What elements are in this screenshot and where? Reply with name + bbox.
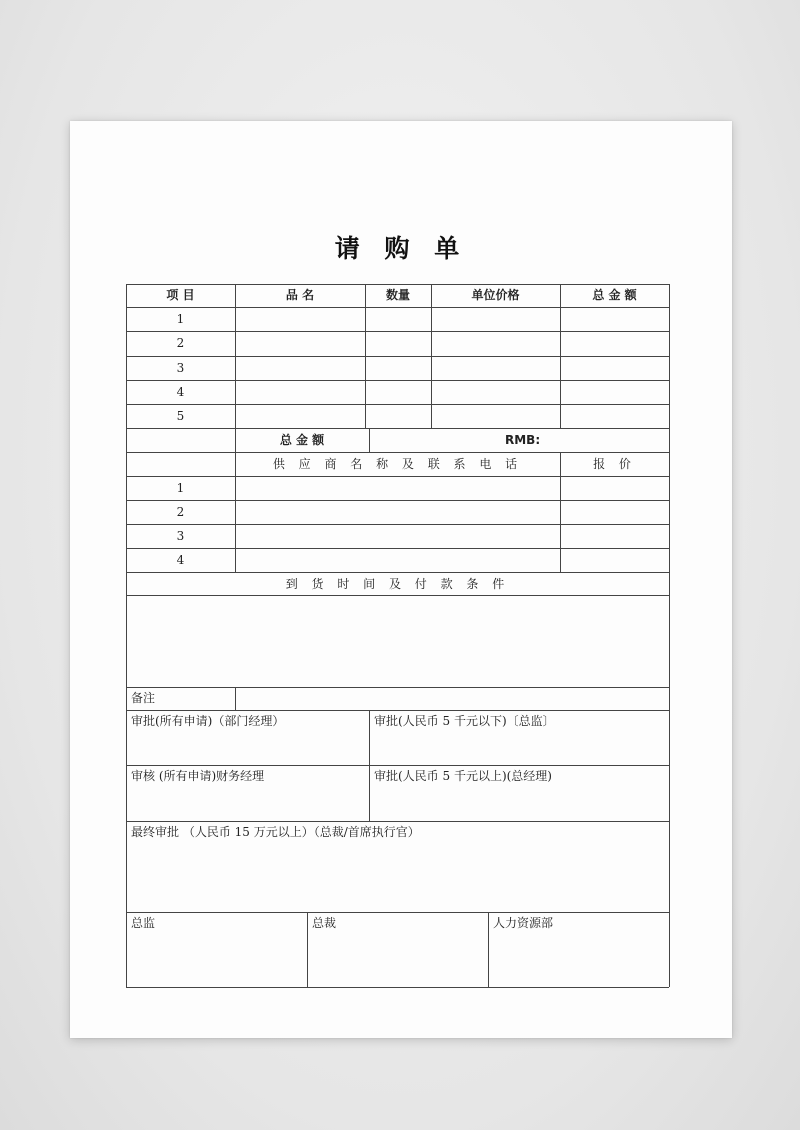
row-divider xyxy=(126,572,669,573)
delivery-terms-header: 到 货 时 间 及 付 款 条 件 xyxy=(285,577,510,591)
item-row-number: 1 xyxy=(176,312,185,326)
row-divider xyxy=(126,356,669,357)
final-approval-label: 最终审批 （人民币 15 万元以上）（总裁/首席执行官） xyxy=(131,825,420,839)
header-total-amount: 总 金 额 xyxy=(592,288,637,302)
row-divider xyxy=(126,500,669,501)
row-divider xyxy=(126,428,669,429)
col-divider xyxy=(365,284,366,428)
purchase-requisition-sheet xyxy=(70,121,732,1038)
col-divider xyxy=(560,452,561,572)
col-divider xyxy=(560,284,561,428)
col-divider xyxy=(235,284,236,428)
row-divider xyxy=(126,821,669,822)
header-item: 项 目 xyxy=(166,288,195,302)
remarks-label: 备注 xyxy=(131,691,156,705)
header-quantity: 数量 xyxy=(385,288,410,302)
total-amount-label: 总 金 额 xyxy=(279,433,325,447)
quote-header: 报 价 xyxy=(593,457,636,471)
signature-president: 总裁 xyxy=(312,916,337,930)
col-divider xyxy=(235,687,236,710)
supplier-row-number: 1 xyxy=(176,481,185,495)
row-divider xyxy=(126,687,669,688)
col-divider xyxy=(431,284,432,428)
supplier-row-number: 3 xyxy=(176,529,185,543)
page-title: 请 购 单 xyxy=(334,234,468,263)
col-divider xyxy=(369,710,370,821)
form-border-right xyxy=(669,284,670,987)
supplier-header: 供 应 商 名 称 及 联 系 电 话 xyxy=(272,457,523,471)
form-border-top xyxy=(126,284,669,285)
finance-manager-review-label: 审核 (所有申请)财务经理 xyxy=(131,769,265,783)
requisition-form xyxy=(126,284,669,987)
rmb-label: RMB: xyxy=(505,433,541,447)
row-divider xyxy=(126,380,669,381)
header-unit-price: 单位价格 xyxy=(471,288,520,302)
gm-approval-label: 审批(人民币 5 千元以上)(总经理) xyxy=(374,769,552,783)
row-divider xyxy=(126,765,669,766)
row-divider xyxy=(126,476,669,477)
form-border-bottom xyxy=(126,987,669,988)
dept-manager-approval-label: 审批(所有申请)（部门经理） xyxy=(131,714,285,728)
col-divider xyxy=(307,912,308,987)
signature-director: 总监 xyxy=(131,916,156,930)
item-row-number: 4 xyxy=(176,385,185,399)
signature-hr: 人力资源部 xyxy=(493,916,554,930)
row-divider xyxy=(126,331,669,332)
col-divider xyxy=(488,912,489,987)
header-product-name: 品 名 xyxy=(285,288,315,302)
item-row-number: 3 xyxy=(176,361,185,375)
supplier-row-number: 2 xyxy=(176,505,185,519)
row-divider xyxy=(126,524,669,525)
supplier-row-number: 4 xyxy=(176,553,185,567)
row-divider xyxy=(126,595,669,596)
row-divider xyxy=(126,548,669,549)
director-approval-label: 审批(人民币 5 千元以下)〔总监〕 xyxy=(374,714,555,728)
row-divider xyxy=(126,452,669,453)
item-row-number: 2 xyxy=(176,336,185,350)
col-divider xyxy=(235,452,236,572)
row-divider xyxy=(126,307,669,308)
row-divider xyxy=(126,710,669,711)
col-divider xyxy=(369,428,370,452)
row-divider xyxy=(126,404,669,405)
item-row-number: 5 xyxy=(176,409,185,423)
row-divider xyxy=(126,912,669,913)
